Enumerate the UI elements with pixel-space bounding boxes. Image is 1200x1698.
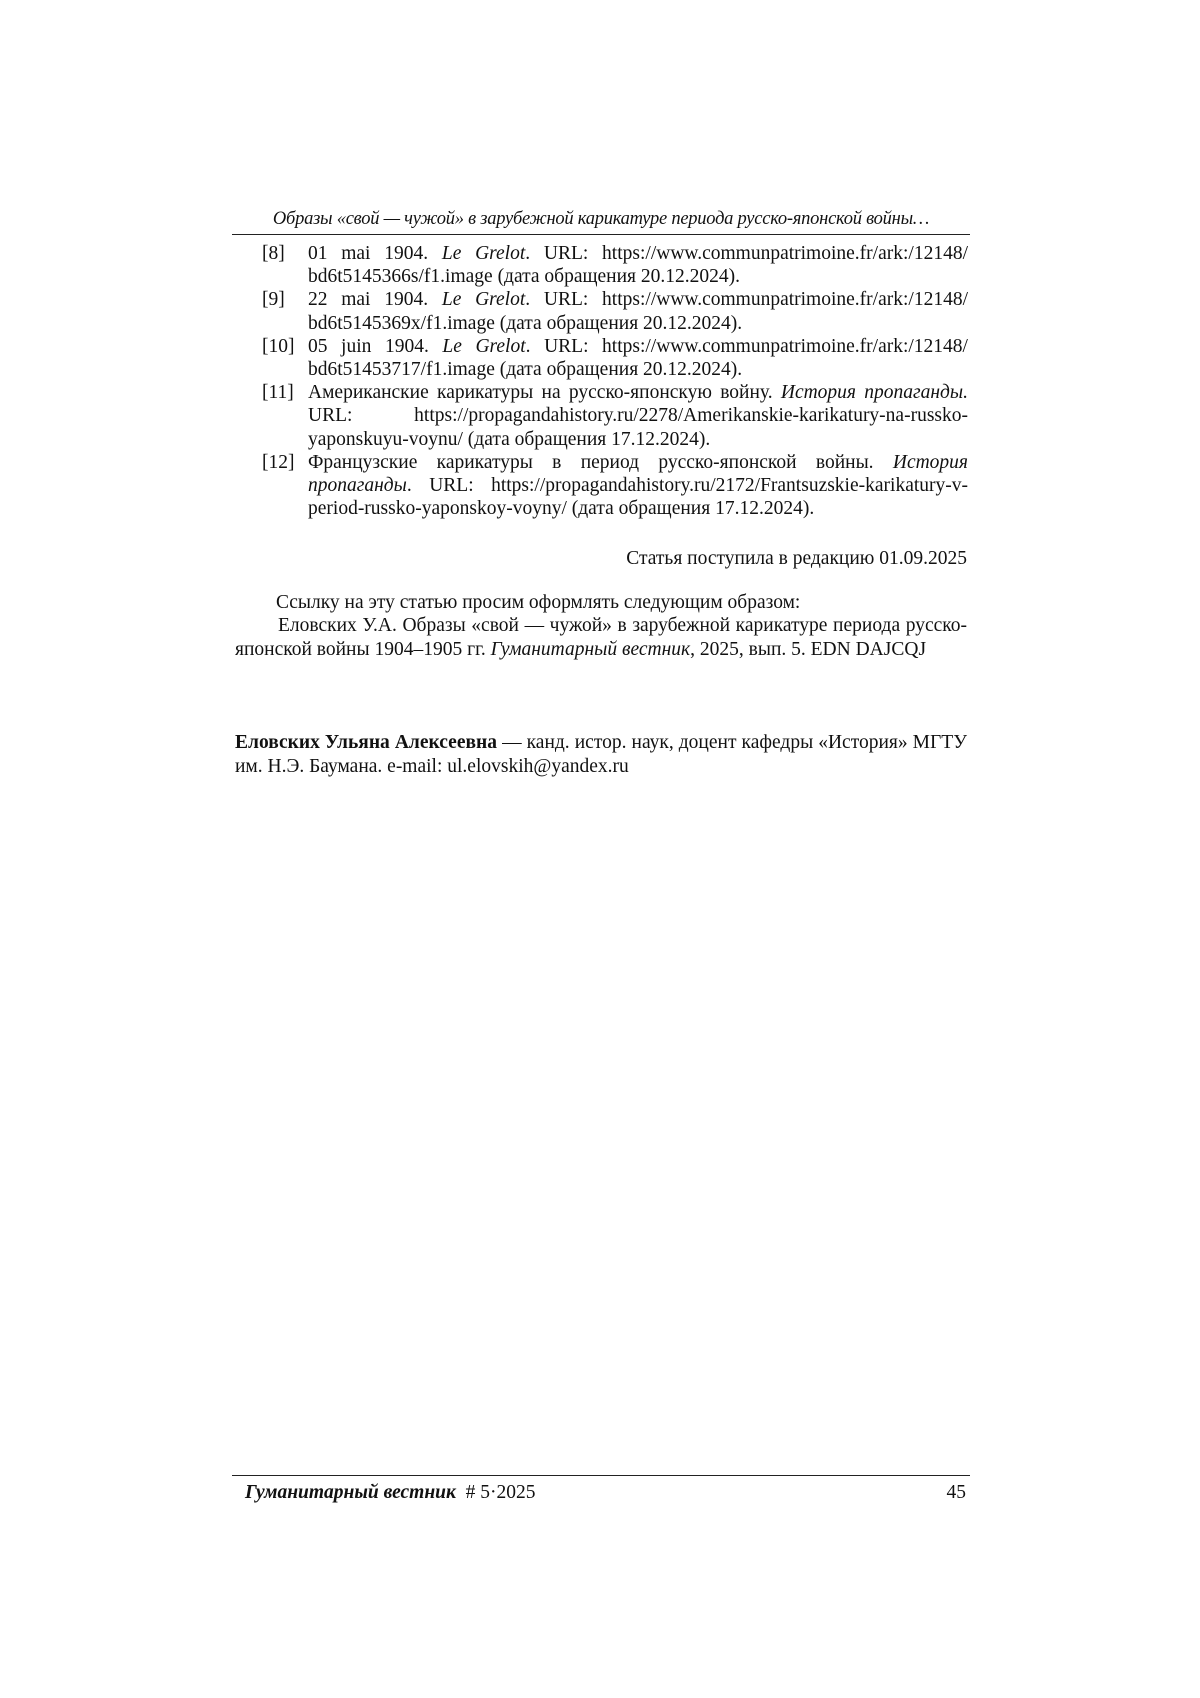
reference-text-pre: Французские карикатуры в период русско-японской войны. (308, 451, 893, 473)
reference-number: [12] (262, 451, 295, 473)
running-header: Образы «свой — чужой» в зарубежной карикатуре периода русско-японской войны… (272, 209, 930, 229)
reference-item (262, 451, 968, 521)
reference-text-post: . URL: https://www.communpatrimoine.fr/ark:/12148/ bd6t51453717/f1.image (дата обращения 20.12.2024). (308, 335, 968, 381)
reference-source: Le Grelot (441, 289, 526, 311)
reference-number: [11] (262, 382, 294, 404)
reference-number: [9] (262, 289, 285, 311)
reference-text-pre: 05 juin 1904. (308, 335, 443, 357)
reference-source: Le Grelot (441, 243, 526, 264)
reference-text-post: . URL: https://www.communpatrimoine.fr/ark:/12148/ bd6t5145369x/f1.image (дата обращения 20.12.2024). (308, 289, 968, 334)
reference-number: [10] (262, 335, 295, 357)
reference-item (262, 288, 968, 334)
author-details: — канд. истор. наук, доцент кафедры «История» МГТУ им. Н.Э. Баумана. e-mail: ul.elovskih@yandex.ru (235, 732, 968, 777)
reference-number: [8] (262, 243, 285, 264)
reference-text-post: . URL: https://propagandahistory.ru/2172/Frantsuzskie-karikatury-v-period-russko-yaponskoy-voyny/ (дата обращения 17.12.2024). (308, 475, 968, 520)
footer-divider (232, 1475, 970, 1476)
reference-text-post: URL: https://propagandahistory.ru/2278/Amerikanskie-karikatury-na-russko-yaponskuyu-voynu/ (дата обращения 17.12.2024). (308, 405, 968, 450)
citation-text-post: , 2025, вып. 5. EDN DAJCQJ (690, 638, 927, 660)
citation-text (235, 614, 967, 661)
reference-source: Le Grelot (442, 335, 526, 357)
reference-text (308, 451, 968, 521)
reference-text-post: . URL: https://www.communpatrimoine.fr/ark:/12148/ bd6t5145366s/f1.image (дата обращения 20.12.2024). (308, 243, 968, 288)
reference-text (308, 381, 968, 451)
footer-journal-title: Гуманитарный вестник (245, 1482, 456, 1503)
footer-issue: # 5·2025 (455, 1482, 536, 1503)
reference-item (262, 381, 968, 451)
citation-text-pre: Еловских У.А. Образы «свой — чужой» в зарубежной карикатуре периода русско-японской войны 1904–1905 гг. (235, 615, 967, 660)
reference-text (308, 288, 968, 334)
reference-source: История пропаганды (308, 451, 968, 497)
citation-journal: Гуманитарный вестник (490, 638, 691, 660)
reference-text (308, 335, 968, 381)
received-date: Статья поступила в редакцию 01.09.2025 (626, 548, 967, 569)
citation-intro: Ссылку на эту статью просим оформлять следующим образом: (276, 592, 801, 613)
reference-list (262, 242, 968, 520)
reference-item (262, 242, 968, 288)
reference-text-pre: Американские карикатуры на русско-японскую войну. (308, 382, 781, 404)
reference-item (262, 335, 968, 381)
footer-journal (245, 1482, 536, 1504)
header-divider (232, 234, 970, 235)
author-name: Еловских Ульяна Алексеевна (235, 732, 498, 753)
reference-text (308, 242, 968, 288)
reference-text-pre: 22 mai 1904. (308, 289, 442, 311)
reference-text-pre: 01 mai 1904. (308, 243, 442, 264)
page-number: 45 (946, 1482, 966, 1503)
reference-source: История пропаганды. (780, 382, 968, 404)
author-bio (235, 731, 967, 779)
